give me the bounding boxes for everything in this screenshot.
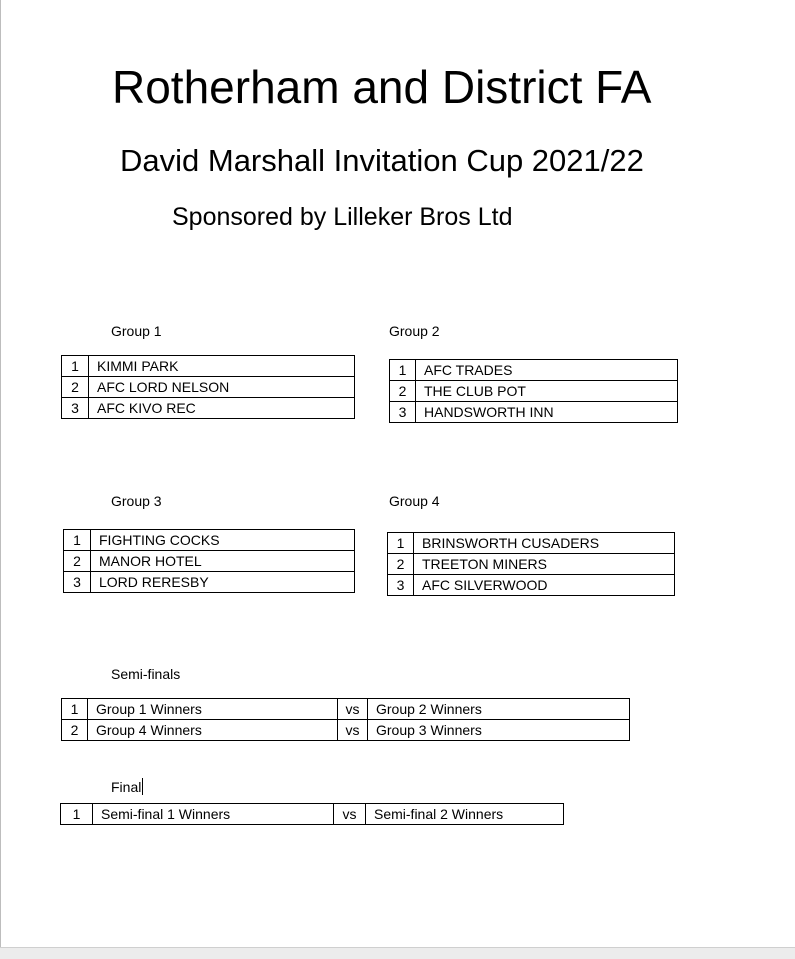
- match-number: 1: [61, 804, 93, 825]
- away-team: Group 2 Winners: [368, 699, 630, 720]
- row-number: 3: [388, 575, 414, 596]
- team-name: HANDSWORTH INN: [416, 402, 678, 423]
- team-name: AFC SILVERWOOD: [414, 575, 675, 596]
- row-number: 2: [64, 551, 91, 572]
- row-number: 2: [390, 381, 416, 402]
- page-edge: [0, 0, 1, 948]
- table-row: [388, 554, 675, 575]
- row-number: 2: [388, 554, 414, 575]
- group-3-heading: Group 3: [111, 493, 162, 509]
- table-row: [62, 720, 630, 741]
- home-team: Group 1 Winners: [88, 699, 338, 720]
- semifinals-table: [61, 698, 630, 741]
- group-2-table: [389, 359, 678, 423]
- semifinals-heading: Semi-finals: [111, 666, 181, 682]
- text-cursor: [142, 778, 143, 795]
- team-name: KIMMI PARK: [89, 356, 355, 377]
- document-title: Rotherham and District FA: [112, 61, 652, 113]
- table-row: [62, 356, 355, 377]
- table-row: [388, 575, 675, 596]
- versus-label: vs: [334, 804, 366, 825]
- row-number: 1: [62, 356, 89, 377]
- row-number: 3: [64, 572, 91, 593]
- match-number: 2: [62, 720, 88, 741]
- team-name: LORD RERESBY: [91, 572, 355, 593]
- group-2-heading: Group 2: [389, 323, 440, 339]
- group-4-table: [387, 532, 675, 596]
- versus-label: vs: [338, 720, 368, 741]
- team-name: TREETON MINERS: [414, 554, 675, 575]
- team-name: THE CLUB POT: [416, 381, 678, 402]
- row-number: 2: [62, 377, 89, 398]
- window-bottom-bar: [0, 947, 795, 959]
- row-number: 1: [388, 533, 414, 554]
- sponsor-line: Sponsored by Lilleker Bros Ltd: [172, 203, 513, 231]
- group-3-table: [63, 529, 355, 593]
- match-number: 1: [62, 699, 88, 720]
- team-name: AFC KIVO REC: [89, 398, 355, 419]
- team-name: FIGHTING COCKS: [91, 530, 355, 551]
- row-number: 3: [390, 402, 416, 423]
- team-name: AFC TRADES: [416, 360, 678, 381]
- away-team: Semi-final 2 Winners: [366, 804, 564, 825]
- row-number: 3: [62, 398, 89, 419]
- home-team: Semi-final 1 Winners: [93, 804, 334, 825]
- versus-label: vs: [338, 699, 368, 720]
- home-team: Group 4 Winners: [88, 720, 338, 741]
- group-1-heading: Group 1: [111, 323, 162, 339]
- table-row: [61, 804, 564, 825]
- row-number: 1: [64, 530, 91, 551]
- document-subtitle: David Marshall Invitation Cup 2021/22: [120, 143, 644, 178]
- team-name: BRINSWORTH CUSADERS: [414, 533, 675, 554]
- final-heading-text: Final: [111, 779, 142, 795]
- table-row: [62, 377, 355, 398]
- team-name: MANOR HOTEL: [91, 551, 355, 572]
- final-table: [60, 803, 564, 825]
- table-row: [64, 551, 355, 572]
- away-team: Group 3 Winners: [368, 720, 630, 741]
- table-row: [390, 381, 678, 402]
- table-row: [64, 572, 355, 593]
- table-row: [388, 533, 675, 554]
- final-heading[interactable]: [111, 778, 143, 795]
- group-1-table: [61, 355, 355, 419]
- team-name: AFC LORD NELSON: [89, 377, 355, 398]
- table-row: [62, 699, 630, 720]
- group-4-heading: Group 4: [389, 493, 440, 509]
- table-row: [62, 398, 355, 419]
- table-row: [390, 402, 678, 423]
- row-number: 1: [390, 360, 416, 381]
- table-row: [390, 360, 678, 381]
- table-row: [64, 530, 355, 551]
